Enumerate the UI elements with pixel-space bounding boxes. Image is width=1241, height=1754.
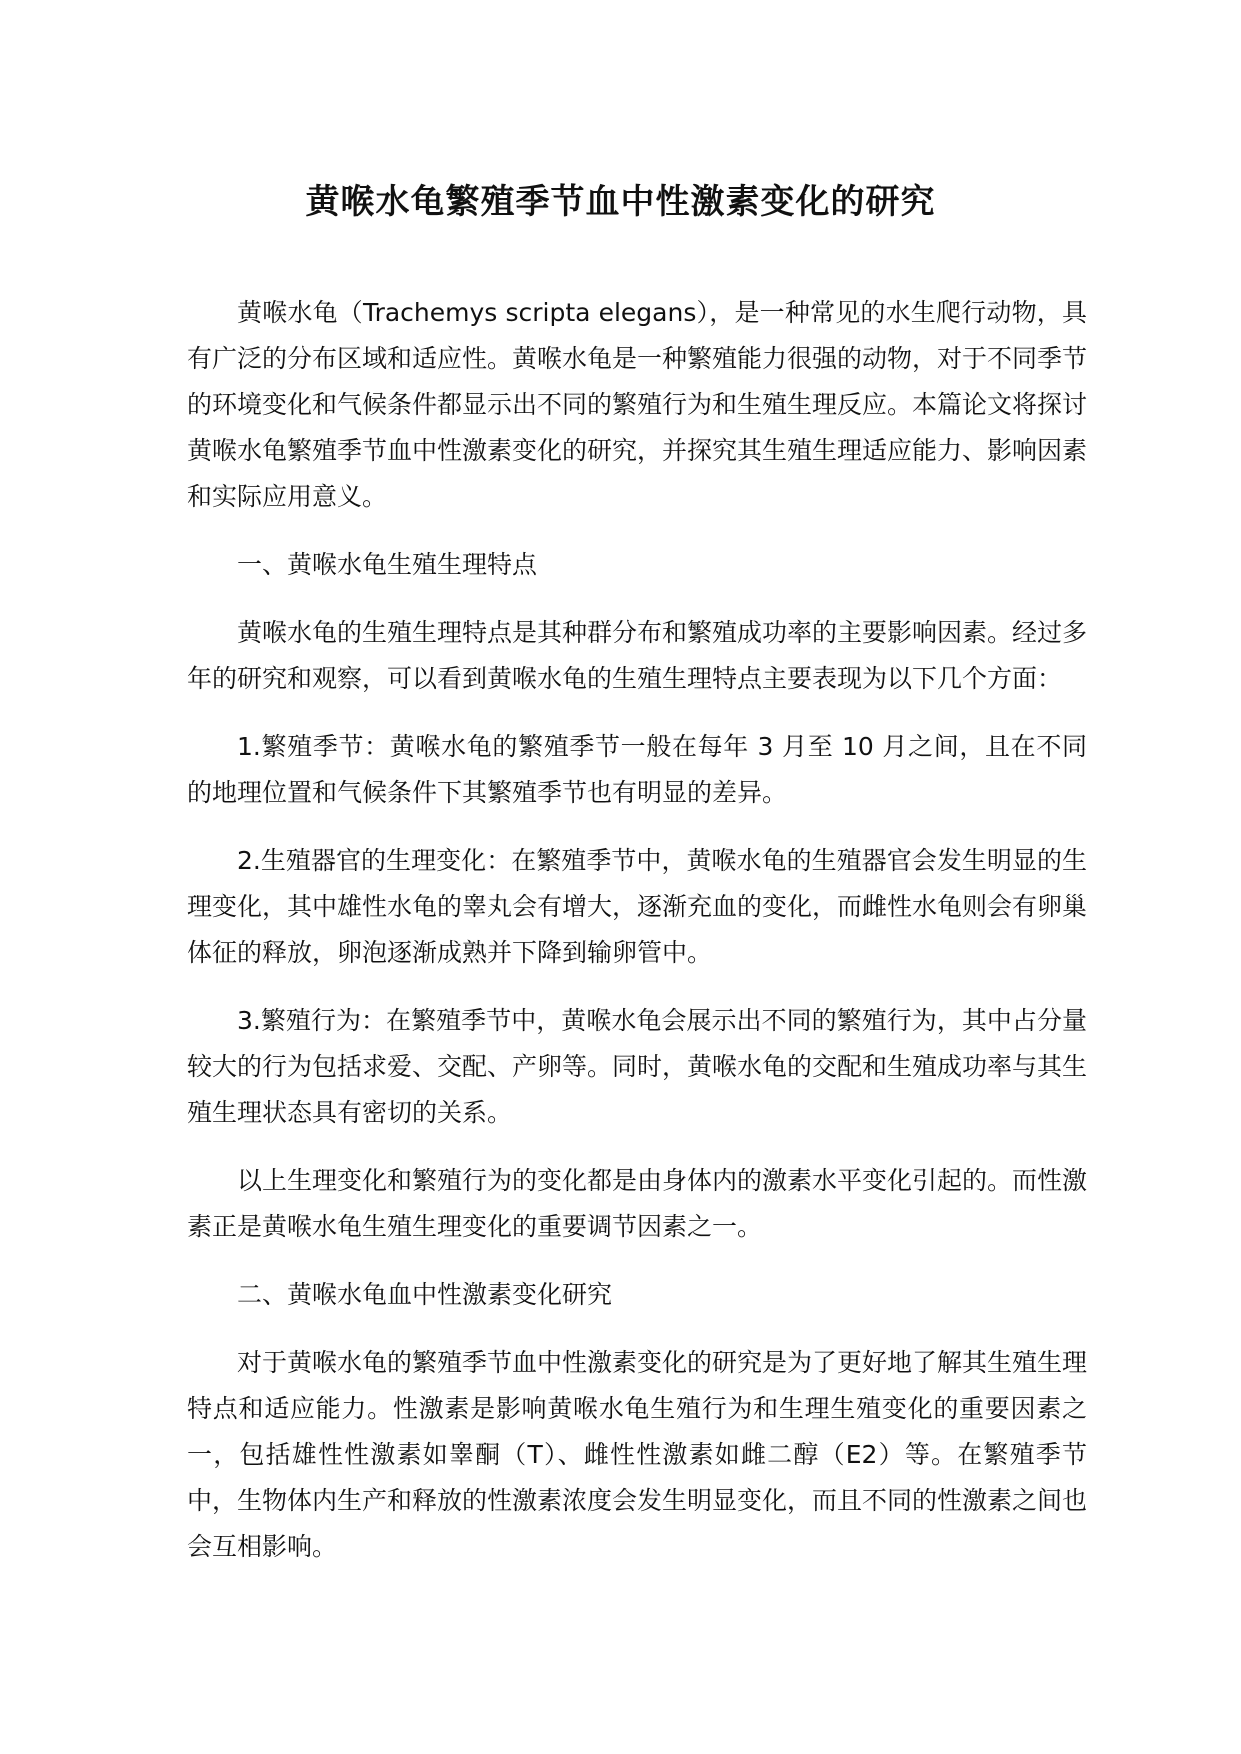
summary-paragraph: 以上生理变化和繁殖行为的变化都是由身体内的激素水平变化引起的。而性激素正是黄喉水龟生殖生理变化的重要调节因素之一。 (187, 1166, 1088, 1241)
list-item-organ-changes: 2.生殖器官的生理变化：在繁殖季节中，黄喉水龟的生殖器官会发生明显的生理变化，其中雄性水龟的睾丸会有增大，逐渐充血的变化，而雌性水龟则会有卵巢体征的释放，卵泡逐渐成熟并下降到输卵管中。 (187, 846, 1088, 967)
intro-paragraph: 黄喉水龟（Trachemys scripta elegans），是一种常见的水生爬行动物，具有广泛的分布区域和适应性。黄喉水龟是一种繁殖能力很强的动物，对于不同季节的环境变化和气候条件都显示出不同的繁殖行为和生殖生理反应。本篇论文将探讨黄喉水龟繁殖季节血中性激素变化的研究，并探究其生殖生理适应能力、影响因素和实际应用意义。 (187, 298, 1088, 511)
section-1-paragraph: 黄喉水龟的生殖生理特点是其种群分布和繁殖成功率的主要影响因素。经过多年的研究和观察，可以看到黄喉水龟的生殖生理特点主要表现为以下几个方面： (187, 618, 1088, 693)
document-title: 黄喉水龟繁殖季节血中性激素变化的研究 (305, 182, 936, 222)
document-body (187, 290, 1087, 1592)
list-item-breeding-season: 1.繁殖季节：黄喉水龟的繁殖季节一般在每年 3 月至 10 月之间，且在不同的地理位置和气候条件下其繁殖季节也有明显的差异。 (187, 732, 1087, 807)
section-heading-1: 一、黄喉水龟生殖生理特点 (237, 550, 538, 579)
section-2-paragraph: 对于黄喉水龟的繁殖季节血中性激素变化的研究是为了更好地了解其生殖生理特点和适应能力。性激素是影响黄喉水龟生殖行为和生理生殖变化的重要因素之一，包括雄性性激素如睾酮（T）、雌性性激素如雌二醇（E2）等。在繁殖季节中，生物体内生产和释放的性激素浓度会发生明显变化，而且不同的性激素之间也会互相影响。 (187, 1348, 1088, 1561)
list-item-breeding-behavior: 3.繁殖行为：在繁殖季节中，黄喉水龟会展示出不同的繁殖行为，其中占分量较大的行为包括求爱、交配、产卵等。同时，黄喉水龟的交配和生殖成功率与其生殖生理状态具有密切的关系。 (187, 1006, 1088, 1127)
section-heading-2: 二、黄喉水龟血中性激素变化研究 (237, 1280, 613, 1309)
